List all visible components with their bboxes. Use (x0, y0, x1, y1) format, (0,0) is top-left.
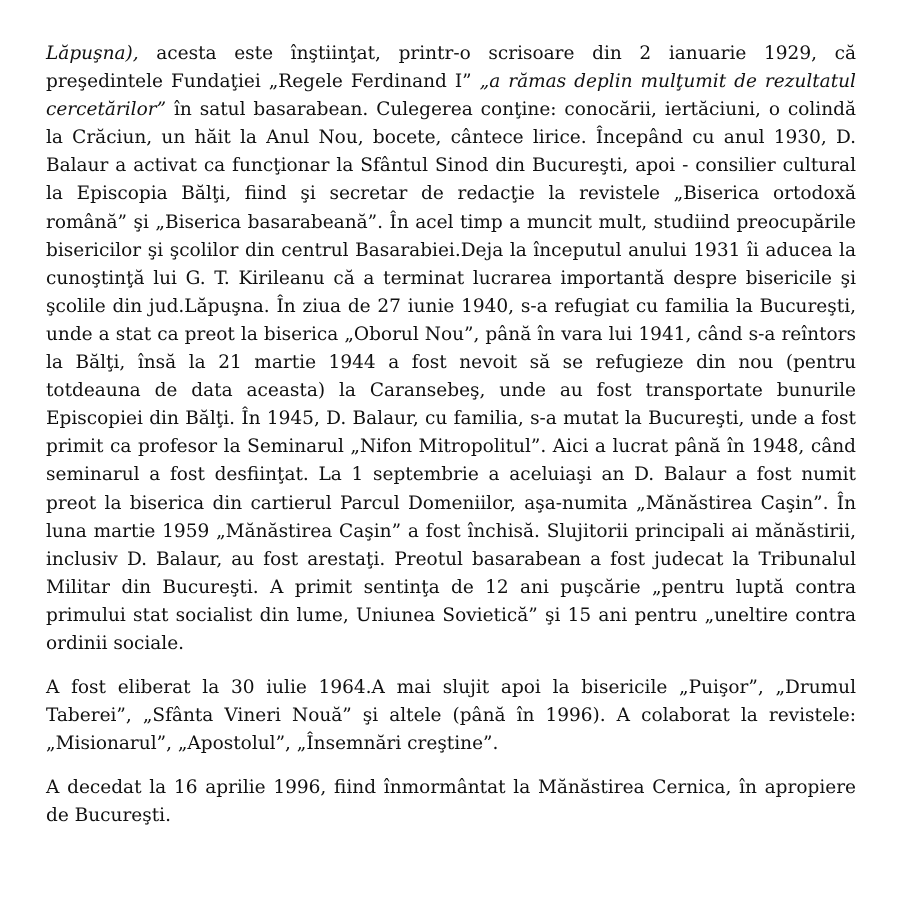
paragraph-3: A decedat la 16 aprilie 1996, fiind înmormântat la Mănăstirea Cernica, în apropiere de Bucureşti. (46, 777, 856, 827)
paragraph-2: A fost eliberat la 30 iulie 1964.A mai slujit apoi la bisericile „Puişor”, „Drumul Taberei”, „Sfânta Vineri Nouă” şi altele (până în 1996). A colaborat la revistele: „Misionarul”, „Apostolul”, „Însemnări creştine”. (46, 677, 856, 755)
italic-place-name: Lăpuşna), (46, 43, 139, 64)
paragraph-1-text-a: acesta este înştiinţat, printr-o scrisoare din 2 ianuarie 1929, că preşedintele Fundaţiei „Regele Ferdinand I” (46, 43, 856, 93)
paragraph-1-text-b: în satul basarabean. Culegerea conţine: conocării, iertăciuni, o colindă la Crăciun, un hăit la Anul Nou, bocete, cântece lirice. Începând cu anul 1930, D. Balaur a activat ca funcţionar la Sfântul Sinod din Bucureşti, apoi - consilier cultural la Episcopia Bălţi, fiind şi secretar de redacţie la revistele „Biserica ortodoxă română” şi „Biserica basarabeană”. În acel timp a muncit mult, studiind preocupările bisericilor şi şcolilor din centrul Basarabiei.Deja la începutul anului 1931 îi aducea la cunoştinţă lui G. T. Kirileanu că a terminat lucrarea importantă despre bisericile şi şcolile din jud.Lăpuşna. În ziua de 27 iunie 1940, s-a refugiat cu familia la Bucureşti, unde a stat ca preot la biserica „Oborul Nou”, până în vara lui 1941, când s-a reîntors la Bălţi, însă la 21 martie 1944 a fost nevoit să se refugieze din nou (pentru totdeauna de data aceasta) la Caransebeş, unde au fost transportate bunurile Episcopiei din Bălţi. În 1945, D. Balaur, cu familia, s-a mutat la Bucureşti, unde a fost primit ca profesor la Seminarul „Nifon Mitropolitul”. Aici a lucrat până în 1948, când seminarul a fost desfiinţat. La 1 septembrie a aceluiaşi an D. Balaur a fost numit preot la biserica din cartierul Parcul Domeniilor, aşa-numita „Mănăstirea Caşin”. În luna martie 1959 „Mănăstirea Caşin” a fost închisă. Slujitorii principali ai mănăstirii, inclusiv D. Balaur, au fost arestaţi. Preotul basarabean a fost judecat la Tribunalul Militar din Bucureşti. A primit sentinţa de 12 ani puşcărie „pentru luptă contra primului stat socialist din lume, Uniunea Sovietică” şi 15 ani pentru „uneltire contra ordinii sociale. (46, 99, 856, 654)
paragraph-1 (46, 40, 856, 658)
italic-quote: „a rămas deplin mulţumit de rezultatul cercetărilor” (46, 71, 856, 121)
